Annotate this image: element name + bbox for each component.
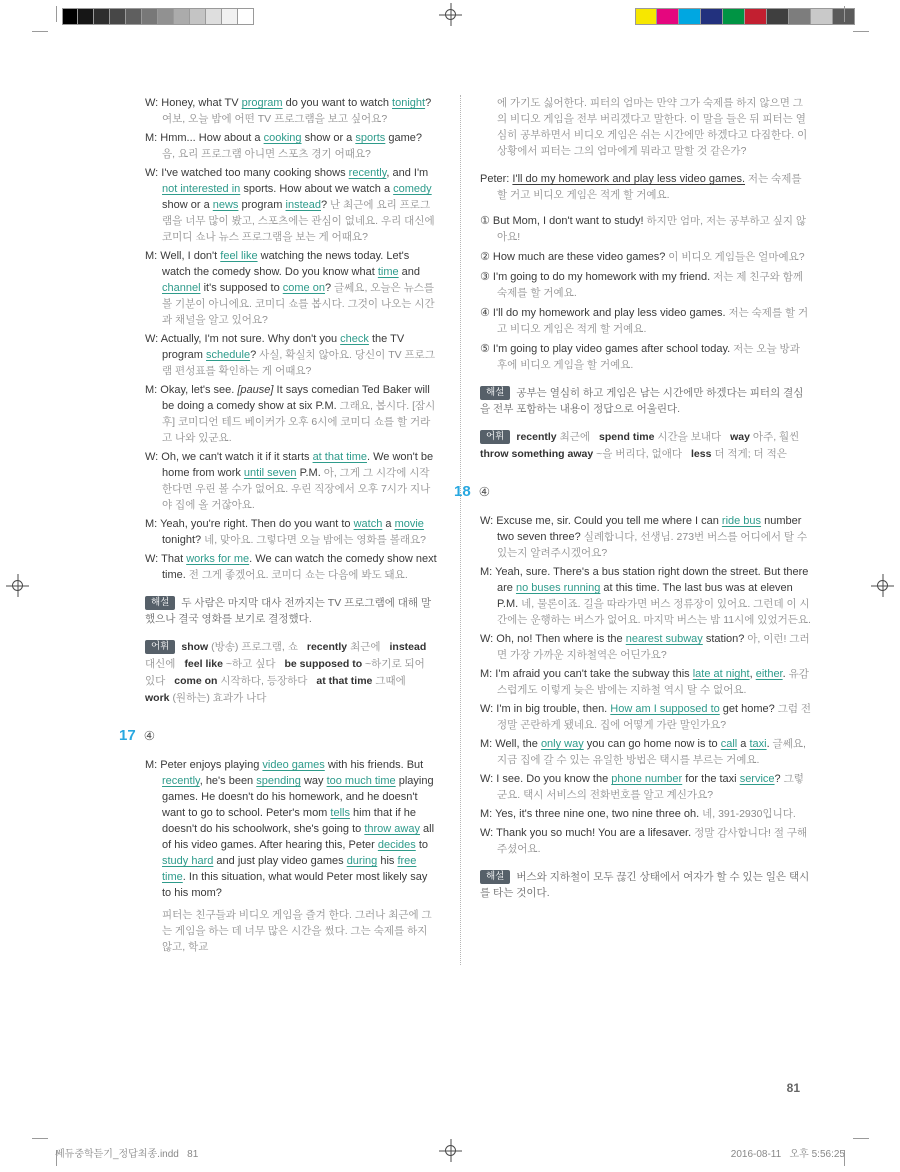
dialogue-entry <box>145 449 437 513</box>
dialogue-line-english: W: Excuse me, sir. Could you tell me where I can ride bus number two seven three? 실례합니다, 선생님. 273번 버스를 어디에서 탈 수 있는지 알려주시겠어요? <box>480 515 808 559</box>
speaker-label: W: <box>145 451 162 463</box>
calibration-swatch <box>126 8 142 25</box>
speaker-label: W: <box>480 515 497 527</box>
vocab-meaning: 그때에 <box>375 675 406 687</box>
dialogue-line-english: M: Yes, it's three nine one, two nine three oh. 네, 391-2930입니다. <box>480 808 796 820</box>
question-header <box>454 483 812 501</box>
calibration-swatch <box>78 8 94 25</box>
answer-options <box>480 213 812 373</box>
keyword-underlined: too much time <box>326 775 396 787</box>
vocab-meaning: ~을 버리다, 없애다 <box>596 448 682 460</box>
speaker-label: W: <box>145 97 162 109</box>
korean-translation: 여보, 오늘 밤에 어떤 TV 프로그램을 보고 싶어요? <box>162 113 388 125</box>
vocab-word: work <box>145 692 170 704</box>
korean-translation: 저는 오늘 방과 후에 비디오 게임을 할 거예요. <box>497 343 800 371</box>
speaker-label: W: <box>145 333 161 345</box>
dialogue-entry <box>145 95 437 127</box>
dialogue-entry <box>480 701 812 733</box>
vocab-meaning: 시간을 보내다 <box>657 431 722 443</box>
keyword-underlined: check <box>340 333 369 345</box>
vocab-meaning: 최근에 <box>559 431 590 443</box>
korean-translation: 네, 물론이죠. 길을 따라가면 버스 정류장이 있어요. 그런데 이 시간에는 운행하는 버스가 없어요. 마지막 버스는 밤 11시에 있었거든요. <box>497 598 811 626</box>
korean-translation: 네, 맞아요. 그렇다면 오늘 밤에는 영화를 볼래요? <box>201 534 426 546</box>
keyword-underlined: nearest subway <box>625 633 703 645</box>
calibration-swatch <box>635 8 657 25</box>
option-line: ⑤ I'm going to play video games after school today. 저는 오늘 방과 후에 비디오 게임을 할 거예요. <box>480 343 800 371</box>
speaker-label: M: <box>145 250 161 262</box>
speaker-label: M: <box>480 668 496 680</box>
korean-translation: 실례합니다, 선생님. 273번 버스를 어디에서 탈 수 있는지 알려주시겠어요? <box>497 531 808 559</box>
dialogue-entry <box>145 551 437 583</box>
keyword-underlined: schedule <box>206 349 251 361</box>
question-number: 18 <box>454 483 471 500</box>
keyword-underlined: watch <box>353 518 383 530</box>
korean-translation: 음, 요리 프로그램 아니면 스포츠 경기 어때요? <box>162 148 371 160</box>
calibration-swatch <box>238 8 254 25</box>
dialogue-entry <box>480 171 812 203</box>
keyword-underlined: ride bus <box>721 515 762 527</box>
vocabulary-note <box>480 429 812 463</box>
option-line: ② How much are these video games? 이 비디오 게임들은 얼마예요? <box>480 251 805 263</box>
calibration-swatch <box>110 8 126 25</box>
vocab-word: instead <box>389 641 427 653</box>
keyword-underlined: only way <box>540 738 584 750</box>
answer-choice: ④ <box>143 729 155 743</box>
pause-cue: [pause] <box>237 384 274 396</box>
keyword-underlined: sports <box>355 132 386 144</box>
explanation-note <box>480 869 812 901</box>
vocabulary-note <box>145 639 437 707</box>
keyword-underlined: tells <box>330 807 350 819</box>
keyword-underlined: tonight <box>392 97 426 109</box>
answer-option <box>480 213 812 245</box>
vocab-word: spend time <box>599 431 655 443</box>
dialogue-line-english: M: I'm afraid you can't take the subway this late at night, either. 유감스럽게도 이렇게 늦은 밤에는 지하철 역시 탈 수 없어요. <box>480 668 809 696</box>
speaker-label: W: <box>480 703 497 715</box>
dialogue-line-english: W: Honey, what TV program do you want to watch tonight? 여보, 오늘 밤에 어떤 TV 프로그램을 보고 싶어요? <box>145 97 432 125</box>
left-column <box>119 95 437 965</box>
explanation-text: 두 사람은 마지막 대사 전까지는 TV 프로그램에 대해 말했으나 결국 영화를 보기로 결정했다. <box>145 597 432 625</box>
explanation-badge: 해설 <box>480 386 510 400</box>
crop-mark <box>32 1138 48 1139</box>
color-calibration-bar <box>635 8 855 25</box>
dialogue-entry <box>480 513 812 561</box>
speaker-label: W: <box>480 773 497 785</box>
keyword-underlined: How am I supposed to <box>610 703 720 715</box>
keyword-underlined: taxi <box>749 738 767 750</box>
vocab-meaning: 아주, 훨씬 <box>752 431 800 443</box>
keyword-underlined: either <box>755 668 783 680</box>
vocab-word: at that time <box>316 675 373 687</box>
keyword-underlined: time <box>377 266 399 278</box>
dialogue-line-english: M: Okay, let's see. [pause] It says comedian Ted Baker will be doing a comedy show at six P.M. 그래요, 봅시다. [잠시 후] 코미디언 테드 베이커가 오후 6시에 코미디 쇼를 할 거라고 나와 있군요. <box>145 384 436 444</box>
registration-mark-left <box>10 578 25 593</box>
vocab-word: feel like <box>184 658 223 670</box>
keyword-underlined: no buses running <box>515 582 601 594</box>
dialogue-line-english: W: Oh, no! Then where is the nearest subway station? 아, 이런! 그러면 가장 가까운 지하철역은 어딘가요? <box>480 633 810 661</box>
korean-translation: 사실, 확실치 않아요. 당신이 TV 프로그램 편성표를 확인하는 게 어때요? <box>162 349 435 377</box>
korean-translation: 난 최근에 요리 프로그램을 너무 많이 봤고, 스포츠에는 관심이 없네요. 우리 대신에 코미디 쇼나 뉴스 프로그램을 보는 게 어때요? <box>162 199 435 243</box>
keyword-underlined: news <box>212 199 239 211</box>
dialogue-line-english: M: Yeah, you're right. Then do you want to watch a movie tonight? 네, 맞아요. 그렇다면 오늘 밤에는 영화를 볼래요? <box>145 518 426 546</box>
speaker-label: M: <box>145 132 161 144</box>
dialogue-entry <box>145 516 437 548</box>
dialogue-block <box>480 171 812 203</box>
option-number: ② <box>480 251 493 263</box>
answer-option <box>480 269 812 301</box>
explanation-badge: 해설 <box>145 596 175 610</box>
vocab-meaning: 대신에 <box>145 658 176 670</box>
calibration-swatch <box>142 8 158 25</box>
keyword-underlined: come on <box>282 282 325 294</box>
calibration-swatch <box>174 8 190 25</box>
dialogue-block <box>145 757 437 955</box>
korean-translation: 저는 숙제를 할 거고 비디오 게임은 적게 할 거예요. <box>497 173 802 201</box>
calibration-swatch <box>62 8 78 25</box>
registration-mark-top <box>443 7 458 22</box>
vocab-meaning: 더 적게; 더 적은 <box>714 448 787 460</box>
page-number: 81 <box>786 1081 800 1095</box>
keyword-underlined: throw away <box>364 823 420 835</box>
dialogue-entry <box>480 666 812 698</box>
keyword-underlined: movie <box>394 518 424 530</box>
option-number: ④ <box>480 307 493 319</box>
vocabulary-badge: 어휘 <box>145 640 175 654</box>
calibration-swatch <box>94 8 110 25</box>
speaker-label: M: <box>480 808 496 820</box>
dialogue-line-english: M: Well, I don't feel like watching the news today. Let's watch the comedy show. Do you know what time and channel it's supposed to come on? 글쎄요, 오늘은 뉴스를 볼 기분이 아니에요. 코미디 쇼를 봅시다. 그것이 나오는 시간과 채널을 알고 있어요? <box>145 250 435 326</box>
dialogue-entry <box>480 564 812 628</box>
vocab-word: recently <box>306 641 348 653</box>
vocabulary-badge: 어휘 <box>480 430 510 444</box>
vocab-meaning: 시작하다, 등장하다 <box>220 675 308 687</box>
question-header <box>119 727 437 745</box>
dialogue-line-english: M: Hmm... How about a cooking show or a sports game? 음, 요리 프로그램 아니면 스포츠 경기 어때요? <box>145 132 423 160</box>
keyword-underlined: recently <box>348 167 387 179</box>
vocab-meaning: 최근에 <box>350 641 381 653</box>
keyword-underlined: service <box>739 773 775 785</box>
grayscale-calibration-bar <box>62 8 254 25</box>
dialogue-entry <box>145 130 437 162</box>
option-line: ③ I'm going to do my homework with my friend. 저는 제 친구와 함께 숙제를 할 거예요. <box>480 271 804 299</box>
korean-translation: 저는 숙제를 할 거고 비디오 게임은 적게 할 거예요. <box>497 307 809 335</box>
crop-mark <box>853 31 869 32</box>
speaker-label: W: <box>480 633 497 645</box>
dialogue-line-english: W: I see. Do you know the phone number for the taxi service? 그렇군요. 택시 서비스의 전화번호를 알고 계신가요? <box>480 773 804 801</box>
vocab-word: recently <box>516 431 557 443</box>
speaker-label: W: <box>145 167 162 179</box>
footer-timestamp: 2016-08-11 오후 5:56:25 <box>730 1149 845 1160</box>
dialogue-line-english: M: Peter enjoys playing video games with his friends. But recently, he's been spending way too much time playing games. He doesn't do his homework, and he doesn't want to go to school. Peter's mom tells him that if he doesn't do his schoolwork, she's going to throw away all of his video games. After hearing this, Peter decides to study hard and just play video games during his free time. In this situation, what would Peter most likely say to his mom? <box>145 759 435 899</box>
explanation-text: 버스와 지하철이 모두 끊긴 상태에서 여자가 할 수 있는 일은 택시를 타는 것이다. <box>480 871 810 899</box>
dialogue-entry <box>480 771 812 803</box>
crop-mark <box>853 1138 869 1139</box>
korean-translation: 저는 제 친구와 함께 숙제를 할 거예요. <box>497 271 804 299</box>
keyword-underlined: video games <box>262 759 325 771</box>
vocab-word: be supposed to <box>284 658 363 670</box>
dialogue-entry <box>145 757 437 955</box>
keyword-underlined: until seven <box>243 467 297 479</box>
speaker-label: M: <box>480 566 496 578</box>
option-line: ① But Mom, I don't want to study! 하지만 엄마, 저는 공부하고 싶지 않아요! <box>480 215 807 243</box>
vocab-meaning: (원하는) 효과가 나다 <box>172 692 267 704</box>
crop-mark <box>56 6 57 22</box>
explanation-note <box>480 385 812 417</box>
calibration-swatch <box>745 8 767 25</box>
keyword-underlined: feel like <box>220 250 258 262</box>
speaker-label: W: <box>145 553 162 565</box>
korean-translation: 그럼 전 정말 곤란하게 됐네요. 집에 어떻게 가란 말인가요? <box>497 703 812 731</box>
korean-translation: 이 비디오 게임들은 얼마예요? <box>665 251 805 263</box>
dialogue-line-english: W: I've watched too many cooking shows recently, and I'm not interested in sports. How about we watch a comedy show or a news program instead? 난 최근에 요리 프로그램을 너무 많이 봤고, 스포츠에는 관심이 없네요. 우리 대신에 코미디 쇼나 뉴스 프로그램을 보는 게 어때요? <box>145 167 435 243</box>
answer-option <box>480 305 812 337</box>
registration-circle <box>445 1145 456 1156</box>
korean-translation: 정말 감사합니다! 절 구해 주셨어요. <box>497 827 808 855</box>
vocab-word: less <box>691 448 712 460</box>
calibration-swatch <box>789 8 811 25</box>
korean-translation: 그래요, 봅시다. [잠시 후] 코미디언 테드 베이커가 오후 6시에 코미디 쇼를 할 거라고 나와 있군요. <box>162 400 436 444</box>
speaker-label: W: <box>480 827 497 839</box>
keyword-underlined: call <box>720 738 738 750</box>
registration-circle <box>445 9 456 20</box>
dialogue-entry <box>145 382 437 446</box>
korean-translation: 아, 그게 그 시각에 시작한다면 우린 볼 수가 없어요. 우린 직장에서 오후 7시가 지나야 집에 올 거잖아요. <box>162 467 431 511</box>
dialogue-entry <box>480 825 812 857</box>
dialogue-block <box>480 513 812 857</box>
speaker-label: M: <box>480 738 496 750</box>
keyword-underlined: not interested in <box>162 183 241 195</box>
vocab-word: way <box>730 431 750 443</box>
keyword-underlined: decides <box>377 839 416 851</box>
question-number: 17 <box>119 727 136 744</box>
explanation-text: 공부는 열심히 하고 게임은 남는 시간에만 하겠다는 피터의 결심을 전부 포함하는 내용이 정답으로 어울린다. <box>480 387 804 415</box>
speaker-label: M: <box>145 384 161 396</box>
korean-translation-continued: 에 가기도 싫어한다. 피터의 엄마는 만약 그가 숙제를 하지 않으면 그의 비디오 게임을 전부 버리겠다고 말한다. 이 말을 들은 뒤 피터는 열심히 공부하면서 비디오 게임은 쉬는 시간에만 하겠다고 다짐한다. 이 상황에서 피터는 그의 엄마에게 뭐라고 말할 것 같은가? <box>497 97 808 157</box>
keyword-underlined: late at night <box>692 668 750 680</box>
calibration-swatch <box>701 8 723 25</box>
crop-mark <box>32 31 48 32</box>
calibration-swatch <box>811 8 833 25</box>
korean-translation: 유감스럽게도 이렇게 늦은 밤에는 지하철 역시 탈 수 없어요. <box>497 668 809 696</box>
option-line: ④ I'll do my homework and play less video games. 저는 숙제를 할 거고 비디오 게임은 적게 할 거예요. <box>480 307 809 335</box>
dialogue-line-english: W: That works for me. We can watch the comedy show next time. 전 그게 좋겠어요. 코미디 쇼는 다음에 봐도 돼요. <box>145 553 437 581</box>
calibration-swatch <box>723 8 745 25</box>
dialogue-entry <box>480 631 812 663</box>
keyword-underlined: program <box>241 97 283 109</box>
keyword-underlined: cooking <box>263 132 302 144</box>
keyword-underlined: at that time <box>312 451 367 463</box>
calibration-swatch <box>679 8 701 25</box>
korean-translation: 하지만 엄마, 저는 공부하고 싶지 않아요! <box>497 215 807 243</box>
answer-choice: ④ <box>478 485 490 499</box>
keyword-underlined: instead <box>285 199 321 211</box>
registration-circle <box>877 580 888 591</box>
keyword-underlined: channel <box>162 282 201 294</box>
dialogue-block <box>145 95 437 583</box>
column-divider <box>460 95 461 965</box>
crop-mark <box>844 6 845 22</box>
registration-circle <box>12 580 23 591</box>
dialogue-line-english <box>480 171 812 203</box>
keyword-underlined: study hard <box>162 855 214 867</box>
korean-translation: 글쎄요, 오늘은 뉴스를 볼 기분이 아니에요. 코미디 쇼를 봅시다. 그것이 나오는 시간과 채널을 알고 있어요? <box>162 282 435 326</box>
keyword-underlined: phone number <box>611 773 683 785</box>
dialogue-entry <box>145 331 437 379</box>
korean-translation: 아, 이런! 그러면 가장 가까운 지하철역은 어딘가요? <box>497 633 810 661</box>
registration-mark-right <box>875 578 890 593</box>
dialogue-line-english: M: Well, the only way you can go home now is to call a taxi. 글쎄요, 지금 집에 갈 수 있는 유일한 방법은 택시를 부르는 거예요. <box>480 738 806 766</box>
keyword-underlined: during <box>346 855 378 867</box>
dialogue-entry <box>145 165 437 245</box>
explanation-badge: 해설 <box>480 870 510 884</box>
vocab-word: show <box>181 641 209 653</box>
korean-translation: 네, 391-2930입니다. <box>699 808 796 820</box>
speaker-label: M: <box>145 518 161 530</box>
dialogue-entry <box>480 806 812 822</box>
dialogue-line-english: W: Actually, I'm not sure. Why don't you check the TV program schedule? 사실, 확실치 않아요. 당신이 TV 프로그램 편성표를 확인하는 게 어때요? <box>145 333 435 377</box>
vocab-word: come on <box>174 675 218 687</box>
calibration-swatch <box>190 8 206 25</box>
dialogue-line-english: W: Thank you so much! You are a lifesaver. 정말 감사합니다! 절 구해 주셨어요. <box>480 827 808 855</box>
answer-option <box>480 341 812 373</box>
calibration-swatch <box>657 8 679 25</box>
dialogue-entry <box>145 248 437 328</box>
explanation-note <box>145 595 437 627</box>
right-column <box>454 95 812 965</box>
option-number: ③ <box>480 271 493 283</box>
calibration-swatch <box>767 8 789 25</box>
speaker-label: Peter: <box>480 173 513 185</box>
vocab-meaning: ~하고 싶다 <box>225 658 276 670</box>
korean-translation: 전 그게 좋겠어요. 코미디 쇼는 다음에 봐도 돼요. <box>185 569 408 581</box>
korean-translation: 글쎄요, 지금 집에 갈 수 있는 유일한 방법은 택시를 부르는 거예요. <box>497 738 806 766</box>
answer-sentence-underlined: I'll do my homework and play less video games. <box>512 173 746 185</box>
korean-translation: 피터는 친구들과 비디오 게임을 즐겨 한다. 그러나 최근에 그는 게임을 하는 데 너무 많은 시간을 썼다. 그는 숙제를 하지 않고, 학교 <box>162 909 432 953</box>
keyword-underlined: recently <box>162 775 200 787</box>
keyword-underlined: free time <box>162 855 417 883</box>
dialogue-line-english: M: Yeah, sure. There's a bus station right down the street. But there are no buses running at this time. The last bus was at eleven P.M. 네, 물론이죠. 길을 따라가면 버스 정류장이 있어요. 그런데 이 시간에는 운행하는 버스가 없어요. 마지막 버스는 밤 11시에 있었거든요. <box>480 566 811 626</box>
calibration-swatch <box>158 8 174 25</box>
calibration-swatch <box>206 8 222 25</box>
vocab-meaning: (방송) 프로그램, 쇼 <box>211 641 298 653</box>
registration-mark-bottom <box>443 1143 458 1158</box>
dialogue-line-english: W: I'm in big trouble, then. How am I supposed to get home? 그럼 전 정말 곤란하게 됐네요. 집에 어떻게 가란 말인가요? <box>480 703 812 731</box>
speaker-label: M: <box>145 759 161 771</box>
keyword-underlined: comedy <box>393 183 432 195</box>
korean-translation: 그렇군요. 택시 서비스의 전화번호를 알고 계신가요? <box>497 773 804 801</box>
answer-option <box>480 249 812 265</box>
calibration-swatch <box>222 8 238 25</box>
vocab-word: throw something away <box>480 448 594 460</box>
vocab-meaning: ~하기로 되어 있다 <box>145 658 425 687</box>
keyword-underlined: spending <box>256 775 301 787</box>
option-number: ① <box>480 215 493 227</box>
answer-key-content <box>119 95 812 965</box>
option-number: ⑤ <box>480 343 493 355</box>
footer-filename: 쎄듀중학듣기_정답최종.indd 81 <box>55 1149 199 1160</box>
dialogue-line-english: W: Oh, we can't watch it if it starts at that time. We won't be home from work until seven P.M. 아, 그게 그 시각에 시작한다면 우린 볼 수가 없어요. 우린 직장에서 오후 7시가 지나야 집에 올 거잖아요. <box>145 451 434 511</box>
dialogue-entry <box>480 736 812 768</box>
keyword-underlined: works for me <box>186 553 250 565</box>
